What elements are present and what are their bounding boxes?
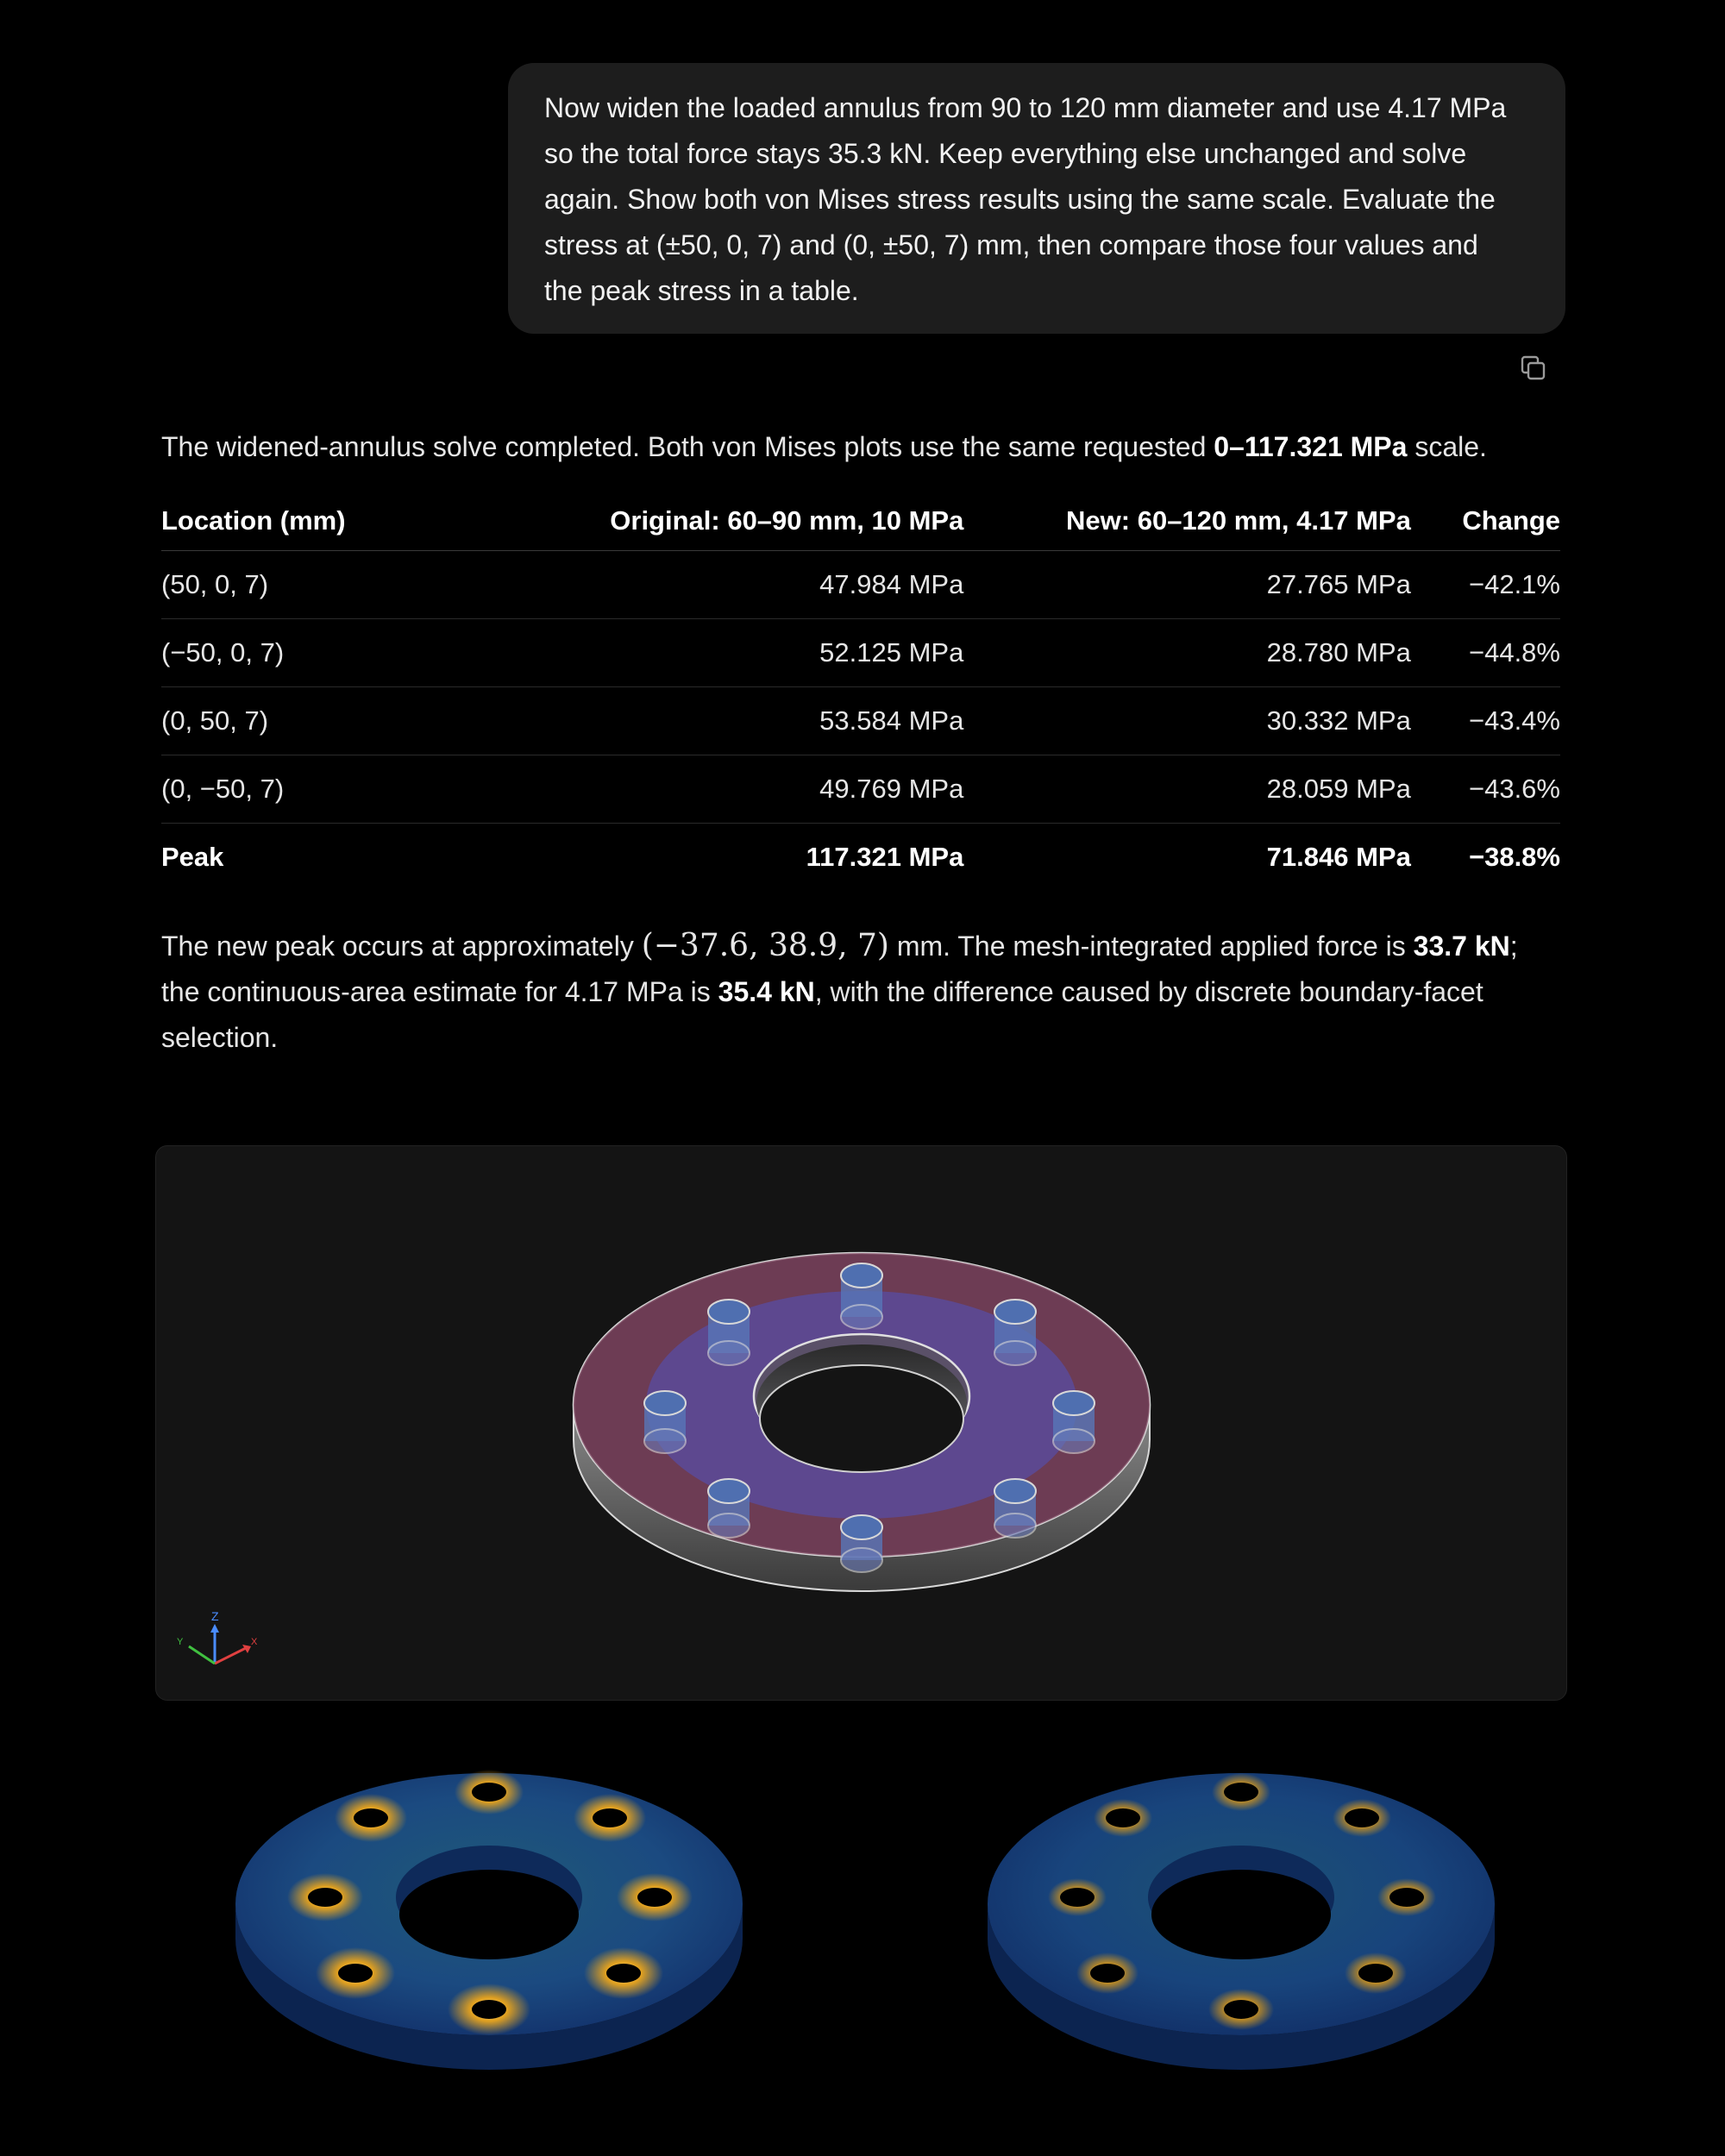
copy-icon: [1518, 354, 1549, 385]
cell-location: (50, 0, 7): [161, 551, 399, 619]
stress-plot-new-render: [916, 1742, 1571, 2122]
header-original: Original: 60–90 mm, 10 MPa: [399, 505, 963, 551]
summary-text: ;: [1509, 931, 1518, 962]
bore: [1151, 1870, 1331, 1959]
intro-text: The widened-annulus solve completed. Both von Mises plots use the same requested: [161, 431, 1214, 462]
bore: [399, 1870, 579, 1959]
header-change: Change: [1411, 505, 1560, 551]
response-summary: [161, 923, 1567, 1061]
response-intro: [161, 424, 1567, 470]
cell-new: 30.332 MPa: [963, 687, 1410, 755]
von-mises-plot-original: [164, 1742, 819, 2122]
header-new: New: 60–120 mm, 4.17 MPa: [963, 505, 1410, 551]
user-message-line: so the total force stays 35.3 kN. Keep everything else unchanged and solve: [544, 138, 1467, 169]
triad-x-label: X: [251, 1637, 258, 1647]
cell-change: −43.6%: [1411, 755, 1560, 824]
cell-new: 28.780 MPa: [963, 619, 1410, 687]
bolt-hole: [708, 1300, 750, 1365]
bolt-hole: [708, 1479, 750, 1538]
stress-plot-original-render: [164, 1742, 819, 2122]
header-location: Location (mm): [161, 505, 399, 551]
table-row: [161, 687, 1560, 755]
axis-triad-icon: [177, 1609, 258, 1664]
user-message-line: again. Show both von Mises stress results using the same scale. Evaluate the: [544, 184, 1496, 215]
summary-text: mm. The mesh-integrated applied force is: [888, 931, 1414, 962]
table-row: [161, 755, 1560, 824]
bolt-hole: [994, 1479, 1036, 1538]
summary-text: the continuous-area estimate for 4.17 MPa is: [161, 976, 718, 1007]
bolt-hole: [1053, 1391, 1095, 1453]
cell-location: (0, 50, 7): [161, 687, 399, 755]
cell-new: 71.846 MPa: [1266, 842, 1411, 872]
summary-line: [161, 969, 1567, 1015]
mesh-force-value: 33.7 kN: [1413, 931, 1510, 962]
intro-suffix: scale.: [1407, 431, 1487, 462]
summary-line: [161, 923, 1567, 969]
table-row-peak: [161, 824, 1560, 892]
user-message-line: stress at (±50, 0, 7) and (0, ±50, 7) mm, then compare those four values and: [544, 229, 1478, 260]
cell-new: 27.765 MPa: [963, 551, 1410, 619]
table-row: [161, 619, 1560, 687]
bolt-hole: [841, 1515, 882, 1572]
cell-change: −44.8%: [1411, 619, 1560, 687]
flange-model-render: [156, 1146, 1566, 1700]
von-mises-plot-new: [916, 1742, 1571, 2122]
cell-location: (−50, 0, 7): [161, 619, 399, 687]
intro-scale: 0–117.321 MPa: [1214, 431, 1408, 462]
peak-location-math: (−37.6, 38.9, 7): [641, 928, 889, 963]
stress-comparison-table: [161, 505, 1560, 891]
cell-original: 117.321 MPa: [806, 842, 964, 872]
summary-text: , with the difference caused by discrete boundary-facet: [814, 976, 1484, 1007]
triad-y-label: Y: [177, 1637, 184, 1647]
summary-text: The new peak occurs at approximately: [161, 931, 642, 962]
continuous-force-value: 35.4 kN: [718, 976, 815, 1007]
user-message-line: Now widen the loaded annulus from 90 to 120 mm diameter and use 4.17 MPa: [544, 92, 1507, 123]
bolt-hole: [994, 1300, 1036, 1365]
cell-location: Peak: [161, 842, 224, 872]
cell-original: 47.984 MPa: [399, 551, 963, 619]
cell-original: 52.125 MPa: [399, 619, 963, 687]
3d-model-viewer[interactable]: [155, 1145, 1567, 1701]
bolt-hole: [644, 1391, 686, 1453]
cell-original: 49.769 MPa: [399, 755, 963, 824]
cell-location: (0, −50, 7): [161, 755, 399, 824]
copy-button[interactable]: [1518, 354, 1549, 385]
user-message-line: the peak stress in a table.: [544, 275, 859, 306]
cell-new: 28.059 MPa: [963, 755, 1410, 824]
table-header-row: [161, 505, 1560, 551]
triad-z-label: Z: [211, 1609, 219, 1623]
bolt-hole: [841, 1263, 882, 1329]
cell-change: −43.4%: [1411, 687, 1560, 755]
cell-change: −38.8%: [1468, 842, 1560, 872]
user-message-bubble: [508, 63, 1565, 334]
table-row: [161, 551, 1560, 619]
summary-line: selection.: [161, 1022, 279, 1053]
hub-bore: [760, 1365, 963, 1472]
cell-change: −42.1%: [1411, 551, 1560, 619]
cell-original: 53.584 MPa: [399, 687, 963, 755]
